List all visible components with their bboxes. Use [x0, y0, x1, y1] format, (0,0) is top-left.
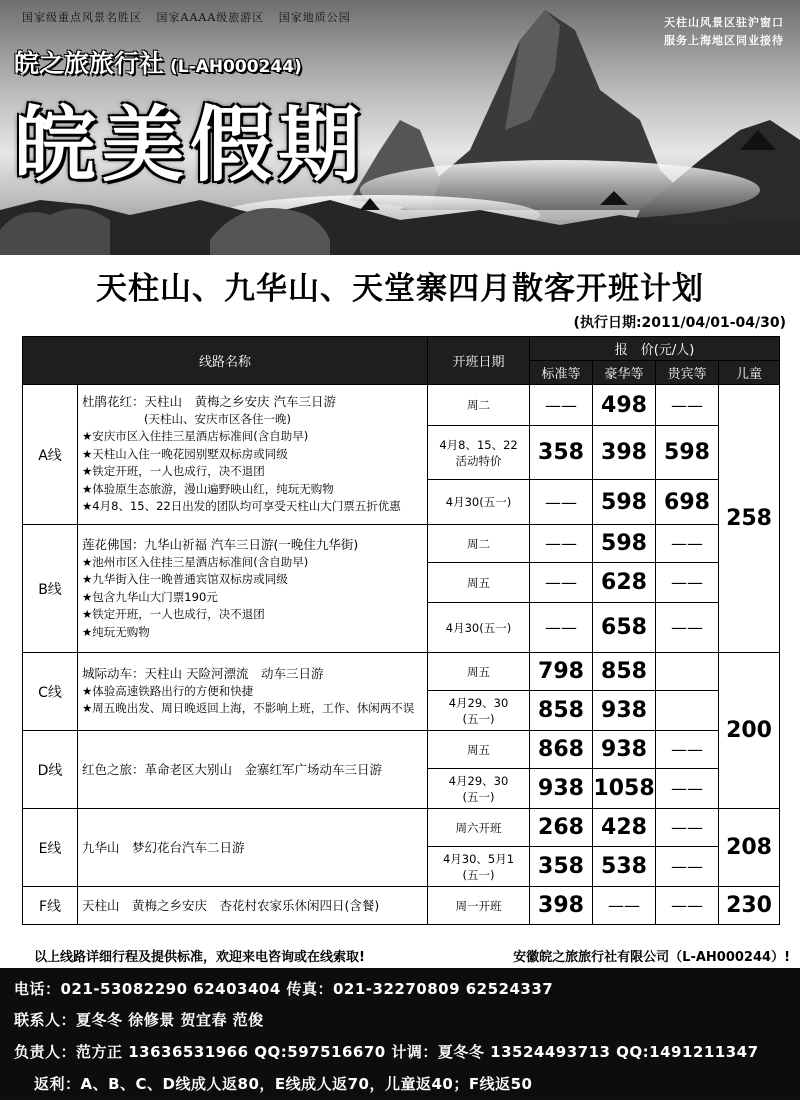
schedule-date: 周五: [428, 731, 530, 769]
price-deluxe: 498: [593, 385, 656, 426]
price-standard: 798: [530, 653, 593, 691]
schedule-date: [428, 691, 530, 731]
contacts-line: 联系人：夏冬冬 徐修景 贺宜春 范俊: [14, 1011, 264, 1029]
schedule-date: 周五: [428, 563, 530, 603]
price-standard: 398: [530, 887, 593, 925]
price-deluxe: 538: [593, 847, 656, 887]
table-row: [23, 525, 780, 563]
table-row: [23, 385, 780, 426]
route-text: ★体验高速铁路出行的方便和快捷: [82, 683, 254, 698]
route-text: (天柱山、安庆市区各住一晚): [144, 411, 291, 426]
line-a-description: [78, 385, 428, 525]
schedule-date: 周一开班: [428, 887, 530, 925]
price-deluxe: ——: [593, 887, 656, 925]
header-route: 线路名称: [23, 337, 428, 385]
price-deluxe: 938: [593, 731, 656, 769]
price-standard: 938: [530, 769, 593, 809]
price-deluxe: 938: [593, 691, 656, 731]
price-vip: ——: [656, 563, 719, 603]
route-text: ★铁定开班，一人也成行，决不退团: [82, 464, 265, 479]
price-child: 208: [719, 809, 780, 887]
price-vip: ——: [656, 847, 719, 887]
tag-item: 国家级重点风景名胜区: [22, 11, 142, 24]
price-standard: 858: [530, 691, 593, 731]
company-note: 安徽皖之旅旅行社有限公司（L-AH000244）!: [513, 950, 790, 965]
price-deluxe: 1058: [593, 769, 656, 809]
line-b-label: B线: [23, 525, 78, 653]
price-standard: 268: [530, 809, 593, 847]
manager-line: 负责人：范方正 13636531966 QQ:597516670 计调：夏冬冬 13524493713 QQ:1491211347: [14, 1043, 759, 1061]
route-text: 九华山 梦幻花台汽车二日游: [82, 839, 245, 855]
schedule-date-line: (五一): [462, 711, 495, 726]
table-row: [23, 731, 780, 769]
price-standard: ——: [530, 525, 593, 563]
schedule-date-line: 4月29、30: [448, 695, 509, 710]
price-standard: ——: [530, 603, 593, 653]
route-text: 天柱山 黄梅之乡安庆 杏花村农家乐休闲四日(含餐): [82, 897, 380, 913]
scenic-tags: [22, 9, 361, 25]
price-deluxe: 398: [593, 426, 656, 480]
price-vip: [656, 653, 719, 691]
schedule-date: [428, 426, 530, 480]
route-text: 莲花佛国：九华山祈福 汽车三日游(一晚住九华街): [82, 537, 359, 552]
line-f-description: [78, 887, 428, 925]
tag-item: 国家地质公园: [278, 11, 351, 24]
table-header-row: [23, 337, 780, 361]
price-child: 200: [719, 653, 780, 809]
line-a-label: A线: [23, 385, 78, 525]
price-deluxe: 658: [593, 603, 656, 653]
route-text: ★九华街入住一晚普通宾馆双标房或同级: [82, 572, 288, 586]
line-d-label: D线: [23, 731, 78, 809]
route-text: ★包含九华山大门票190元: [82, 589, 218, 604]
header-banner: [0, 0, 800, 255]
price-vip: ——: [656, 731, 719, 769]
schedule-date-line: 活动特价: [455, 453, 502, 468]
line-e-description: [78, 809, 428, 887]
price-deluxe: 628: [593, 563, 656, 603]
office-line-2: 服务上海地区同业接待: [664, 34, 784, 47]
schedule-date: 周二: [428, 385, 530, 426]
price-standard: 358: [530, 847, 593, 887]
schedule-table: [22, 336, 780, 925]
route-text: ★铁定开班，一人也成行，决不退团: [82, 607, 265, 621]
header-price: 报 价(元/人): [530, 337, 780, 361]
schedule-date: 4月30(五一): [428, 480, 530, 525]
tag-item: 国家AAAA级旅游区: [156, 11, 265, 24]
price-standard: ——: [530, 385, 593, 426]
route-text: ★体验原生态旅游，漫山遍野映山红，纯玩无购物: [82, 481, 334, 496]
price-standard: ——: [530, 563, 593, 603]
header-child: 儿童: [719, 361, 780, 385]
price-deluxe: 428: [593, 809, 656, 847]
rebate-line: 返利：A、B、C、D线成人返80，E线成人返70，儿童返40；F线返50: [34, 1075, 533, 1093]
price-child: 230: [719, 887, 780, 925]
schedule-date-line: (五一): [462, 789, 495, 804]
price-standard: ——: [530, 480, 593, 525]
office-line-1: 天柱山风景区驻沪窗口: [664, 16, 784, 29]
price-deluxe: 598: [593, 480, 656, 525]
price-standard: 358: [530, 426, 593, 480]
price-vip: ——: [656, 385, 719, 426]
route-text: ★安庆市区入住挂三星酒店标准间(含自助早): [82, 429, 309, 444]
route-text: ★池州市区入住挂三星酒店标准间(含自助早): [82, 554, 309, 569]
header-standard: 标准等: [530, 361, 593, 385]
table-row: [23, 653, 780, 691]
schedule-date: 周二: [428, 525, 530, 563]
price-deluxe: 598: [593, 525, 656, 563]
schedule-date-line: 4月30、5月1: [442, 851, 515, 866]
route-text: ★纯玩无购物: [82, 624, 150, 639]
route-text: ★周五晚出发、周日晚返回上海，不影响上班，工作、休闲两不误: [82, 701, 415, 716]
brand-title: 皖美假期: [14, 98, 367, 193]
page-title: 天柱山、九华山、天堂寨四月散客开班计划: [96, 271, 704, 307]
line-c-description: [78, 653, 428, 731]
price-deluxe: 858: [593, 653, 656, 691]
schedule-date: [428, 769, 530, 809]
line-f-label: F线: [23, 887, 78, 925]
agency-name-text: 皖之旅旅行社: [14, 49, 165, 78]
price-vip: ——: [656, 887, 719, 925]
schedule-date: 周六开班: [428, 809, 530, 847]
schedule-date-line: (五一): [462, 867, 495, 882]
office-note: [664, 14, 784, 50]
line-d-description: [78, 731, 428, 809]
agency-name: [14, 44, 302, 80]
schedule-date-line: 4月8、15、22: [439, 437, 518, 452]
header-deluxe: 豪华等: [593, 361, 656, 385]
table-row: [23, 887, 780, 925]
route-text: ★天柱山入住一晚花园别墅双标房或同级: [82, 446, 288, 461]
execution-date: (执行日期:2011/04/01-04/30): [573, 315, 786, 331]
price-child: 258: [719, 385, 780, 653]
price-standard: 868: [530, 731, 593, 769]
route-text: 红色之旅：革命老区大别山 金寨红军广场动车三日游: [82, 761, 383, 777]
schedule-date: 周五: [428, 653, 530, 691]
contact-footer: [0, 968, 800, 1100]
line-c-label: C线: [23, 653, 78, 731]
price-vip: [656, 691, 719, 731]
agency-license: (L-AH000244): [170, 57, 302, 77]
schedule-date: [428, 847, 530, 887]
price-vip: 598: [656, 426, 719, 480]
header-vip: 贵宾等: [656, 361, 719, 385]
route-text: 杜鹃花红：天柱山 黄梅之乡安庆 汽车三日游: [82, 394, 336, 410]
table-row: [23, 809, 780, 847]
price-vip: ——: [656, 809, 719, 847]
schedule-date: 4月30(五一): [428, 603, 530, 653]
header-date: 开班日期: [428, 337, 530, 385]
phone-fax-line: 电话：021-53082290 62403404 传真：021-32270809 62524337: [14, 980, 554, 998]
route-text: ★4月8、15、22日出发的团队均可享受天柱山大门票五折优惠: [82, 499, 401, 514]
itinerary-note: 以上线路详细行程及提供标准，欢迎来电咨询或在线索取!: [34, 950, 365, 965]
price-vip: 698: [656, 480, 719, 525]
route-text: 城际动车：天柱山 天险河漂流 动车三日游: [82, 666, 324, 682]
line-b-description: [78, 525, 428, 653]
price-vip: ——: [656, 603, 719, 653]
line-e-label: E线: [23, 809, 78, 887]
schedule-date-line: 4月29、30: [448, 773, 509, 788]
price-vip: ——: [656, 769, 719, 809]
price-vip: ——: [656, 525, 719, 563]
